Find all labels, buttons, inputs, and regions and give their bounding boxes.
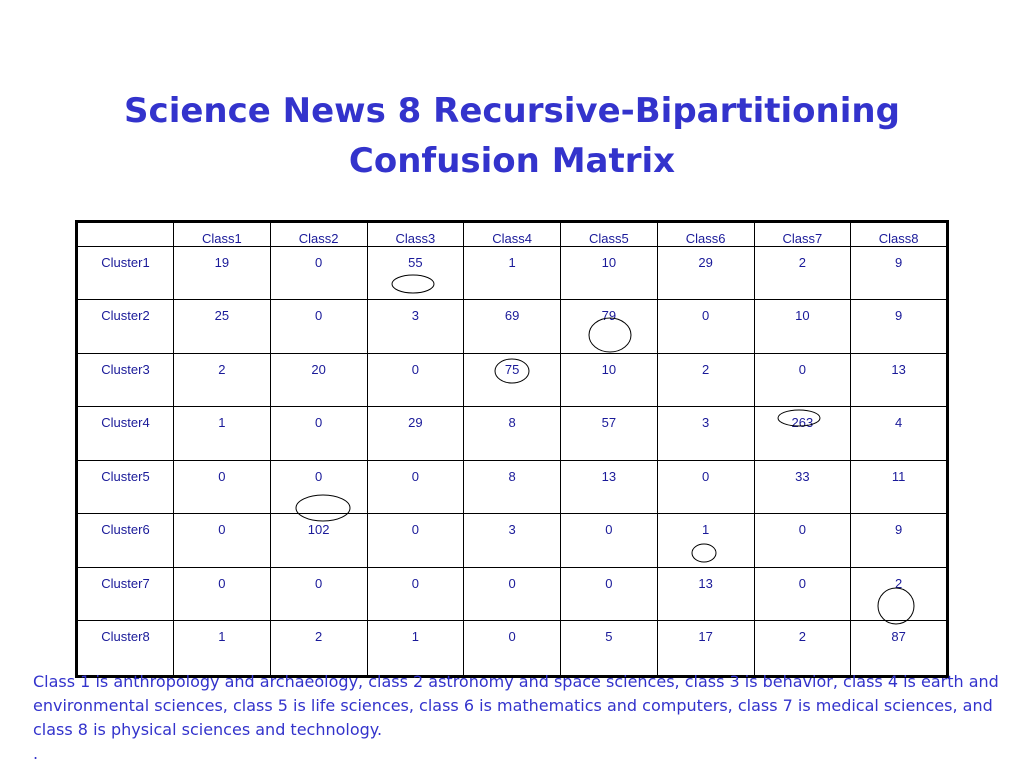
- matrix-cell: 1: [367, 621, 464, 677]
- matrix-cell: 0: [561, 514, 658, 567]
- matrix-cell: 0: [174, 460, 271, 513]
- matrix-cell: 29: [657, 247, 754, 300]
- matrix-cell: 10: [561, 247, 658, 300]
- matrix-cell: 13: [657, 567, 754, 620]
- matrix-cell: 0: [754, 514, 851, 567]
- matrix-cell: 10: [561, 353, 658, 406]
- column-header-class7: Class7: [754, 222, 851, 247]
- table-row: [77, 567, 948, 620]
- matrix-cell: 1: [464, 247, 561, 300]
- matrix-cell: 9: [851, 514, 948, 567]
- matrix-cell: 25: [174, 300, 271, 353]
- matrix-cell: 102: [270, 514, 367, 567]
- matrix-cell: 5: [561, 621, 658, 677]
- matrix-cell: 0: [270, 407, 367, 460]
- matrix-cell: 0: [270, 300, 367, 353]
- row-header-cluster8: Cluster8: [77, 621, 174, 677]
- matrix-cell: 1: [657, 514, 754, 567]
- matrix-cell: 17: [657, 621, 754, 677]
- matrix-cell: 0: [367, 353, 464, 406]
- row-header-cluster2: Cluster2: [77, 300, 174, 353]
- row-header-cluster1: Cluster1: [77, 247, 174, 300]
- matrix-cell: 263: [754, 407, 851, 460]
- matrix-cell: 29: [367, 407, 464, 460]
- matrix-cell: 19: [174, 247, 271, 300]
- matrix-cell: 2: [754, 247, 851, 300]
- matrix-cell: 3: [657, 407, 754, 460]
- table-row: [77, 460, 948, 513]
- matrix-cell: 0: [270, 567, 367, 620]
- corner-cell: [77, 222, 174, 247]
- table-row: [77, 407, 948, 460]
- matrix-cell: 69: [464, 300, 561, 353]
- matrix-cell: 2: [754, 621, 851, 677]
- column-header-class1: Class1: [174, 222, 271, 247]
- row-header-cluster7: Cluster7: [77, 567, 174, 620]
- matrix-cell: 87: [851, 621, 948, 677]
- class-legend-caption: Class 1 is anthropology and archaeology, class 2 astronomy and space sciences, class 3 is behavior, class 4 is earth and environmental sciences, class 5 is life sciences, class 6 is mathematics and computers, class 7 is medical sciences, and class 8 is physical sciences and technology.: [33, 672, 999, 739]
- matrix-cell: 9: [851, 300, 948, 353]
- matrix-cell: 55: [367, 247, 464, 300]
- confusion-matrix: [75, 220, 949, 678]
- matrix-cell: 1: [174, 407, 271, 460]
- table-row: [77, 300, 948, 353]
- title-line-1: Science News 8 Recursive-Bipartitioning: [124, 91, 900, 131]
- matrix-cell: 20: [270, 353, 367, 406]
- matrix-cell: 0: [754, 567, 851, 620]
- matrix-cell: 8: [464, 407, 561, 460]
- matrix-cell: 13: [851, 353, 948, 406]
- row-header-cluster3: Cluster3: [77, 353, 174, 406]
- matrix-cell: 3: [464, 514, 561, 567]
- header-row: [77, 222, 948, 247]
- matrix-cell: 9: [851, 247, 948, 300]
- title-line-2: Confusion Matrix: [348, 141, 676, 181]
- matrix-cell: 1: [174, 621, 271, 677]
- table-row: [77, 353, 948, 406]
- slide-title: [0, 86, 1024, 186]
- matrix-cell: 0: [464, 621, 561, 677]
- matrix-cell: 13: [561, 460, 658, 513]
- matrix-cell: 10: [754, 300, 851, 353]
- matrix-cell: 0: [561, 567, 658, 620]
- matrix-cell: 33: [754, 460, 851, 513]
- matrix-cell: 0: [174, 514, 271, 567]
- matrix-cell: 0: [270, 460, 367, 513]
- row-header-cluster6: Cluster6: [77, 514, 174, 567]
- matrix-cell: 2: [270, 621, 367, 677]
- column-header-class5: Class5: [561, 222, 658, 247]
- row-header-cluster4: Cluster4: [77, 407, 174, 460]
- matrix-cell: 8: [464, 460, 561, 513]
- matrix-cell: 57: [561, 407, 658, 460]
- matrix-cell: 0: [367, 567, 464, 620]
- column-header-class8: Class8: [851, 222, 948, 247]
- matrix-cell: 4: [851, 407, 948, 460]
- matrix-cell: 0: [367, 460, 464, 513]
- row-header-cluster5: Cluster5: [77, 460, 174, 513]
- matrix-cell: 0: [270, 247, 367, 300]
- matrix-cell: 79: [561, 300, 658, 353]
- matrix-cell: 0: [174, 567, 271, 620]
- matrix-cell: 11: [851, 460, 948, 513]
- matrix-cell: 0: [464, 567, 561, 620]
- table-row: [77, 247, 948, 300]
- matrix-cell: 0: [754, 353, 851, 406]
- confusion-matrix-table: [75, 220, 949, 678]
- column-header-class4: Class4: [464, 222, 561, 247]
- matrix-cell: 0: [367, 514, 464, 567]
- matrix-cell: 2: [851, 567, 948, 620]
- matrix-cell: 2: [657, 353, 754, 406]
- matrix-cell: 0: [657, 300, 754, 353]
- table-row: [77, 621, 948, 677]
- matrix-cell: 2: [174, 353, 271, 406]
- matrix-cell: 3: [367, 300, 464, 353]
- matrix-cell: 0: [657, 460, 754, 513]
- table-row: [77, 514, 948, 567]
- column-header-class3: Class3: [367, 222, 464, 247]
- column-header-class2: Class2: [270, 222, 367, 247]
- column-header-class6: Class6: [657, 222, 754, 247]
- trailing-mark: .: [33, 744, 39, 763]
- matrix-cell: 75: [464, 353, 561, 406]
